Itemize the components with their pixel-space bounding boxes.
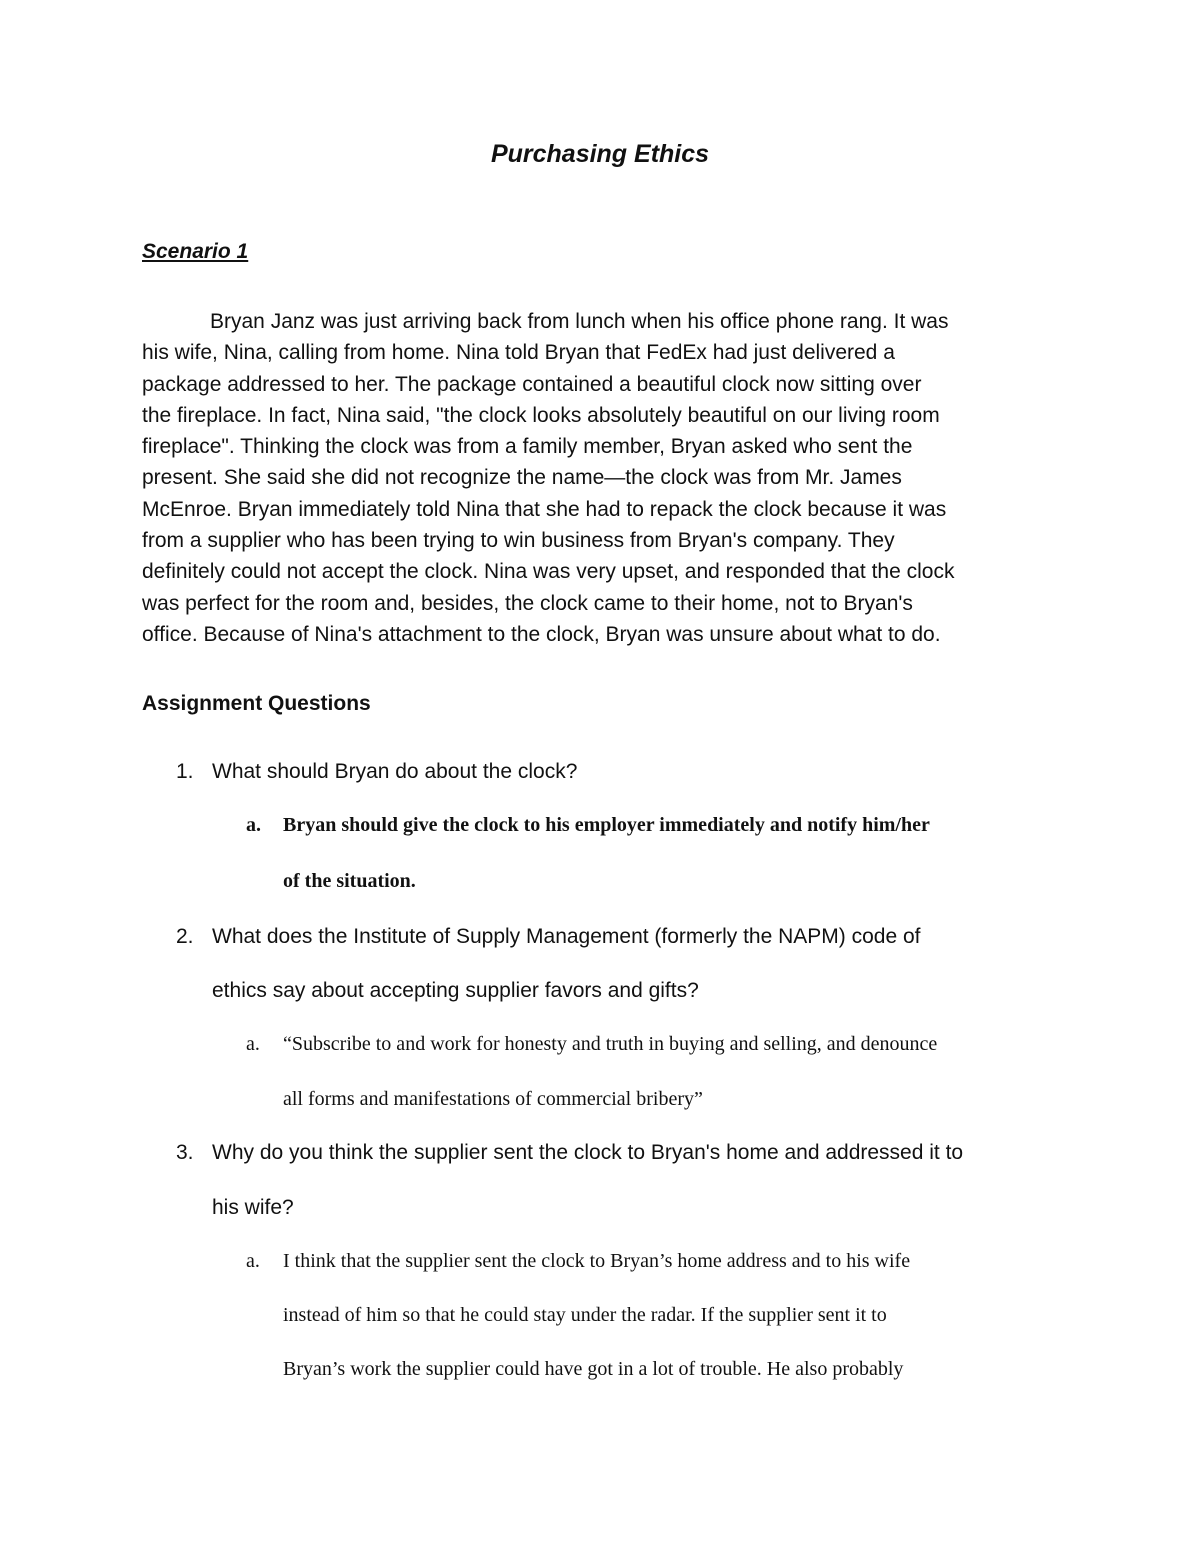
paragraph-line: office. Because of Nina's attachment to the clock, Bryan was unsure about what to do. — [142, 622, 941, 646]
paragraph-line: Bryan Janz was just arriving back from lunch when his office phone rang. It was — [210, 310, 949, 333]
answer-text: all forms and manifestations of commercial bribery” — [283, 1088, 703, 1110]
question-text: What does the Institute of Supply Management (formerly the NAPM) code of — [212, 925, 921, 948]
answer-text: I think that the supplier sent the clock to Bryan’s home address and to his wife — [283, 1250, 911, 1272]
paragraph-line: fireplace". Thinking the clock was from a family member, Bryan asked who sent the — [142, 435, 913, 459]
paragraph-line: the fireplace. In fact, Nina said, "the clock looks absolutely beautiful on our living room — [142, 403, 940, 427]
question-number: 3. — [176, 1141, 194, 1164]
scenario-heading: Scenario 1 — [142, 240, 249, 263]
question-text: What should Bryan do about the clock? — [212, 760, 578, 783]
question-number: 2. — [176, 925, 194, 948]
document-title: Purchasing Ethics — [490, 140, 710, 168]
answer-text: instead of him so that he could stay under the radar. If the supplier sent it to — [283, 1304, 887, 1326]
paragraph-line: present. She said she did not recognize the name—the clock was from Mr. James — [142, 466, 902, 490]
answer-letter: a. — [246, 814, 261, 836]
paragraph-line: McEnroe. Bryan immediately told Nina that she had to repack the clock because it was — [142, 497, 947, 521]
answer-text: “Subscribe to and work for honesty and truth in buying and selling, and denounce — [283, 1033, 938, 1055]
paragraph-line: his wife, Nina, calling from home. Nina told Bryan that FedEx had just delivered a — [142, 341, 895, 365]
answer-letter: a. — [246, 1250, 260, 1272]
question-text: his wife? — [212, 1196, 294, 1219]
answer-letter: a. — [246, 1033, 260, 1055]
paragraph-line: was perfect for the room and, besides, the clock came to their home, not to Bryan's — [142, 591, 913, 615]
question-text: Why do you think the supplier sent the clock to Bryan's home and addressed it to — [212, 1141, 964, 1164]
question-number: 1. — [176, 760, 194, 783]
answer-text: Bryan’s work the supplier could have got in a lot of trouble. He also probably — [283, 1358, 904, 1380]
assignment-heading: Assignment Questions — [142, 692, 371, 715]
answer-text: Bryan should give the clock to his employer immediately and notify him/her — [283, 814, 930, 836]
paragraph-line: from a supplier who has been trying to win business from Bryan's company. They — [142, 529, 895, 553]
question-text: ethics say about accepting supplier favors and gifts? — [212, 979, 699, 1002]
answer-text: of the situation. — [283, 870, 416, 892]
paragraph-line: package addressed to her. The package contained a beautiful clock now sitting over — [142, 372, 922, 396]
paragraph-line: definitely could not accept the clock. Nina was very upset, and responded that the clock — [142, 560, 955, 584]
scenario-paragraph — [142, 306, 1062, 650]
